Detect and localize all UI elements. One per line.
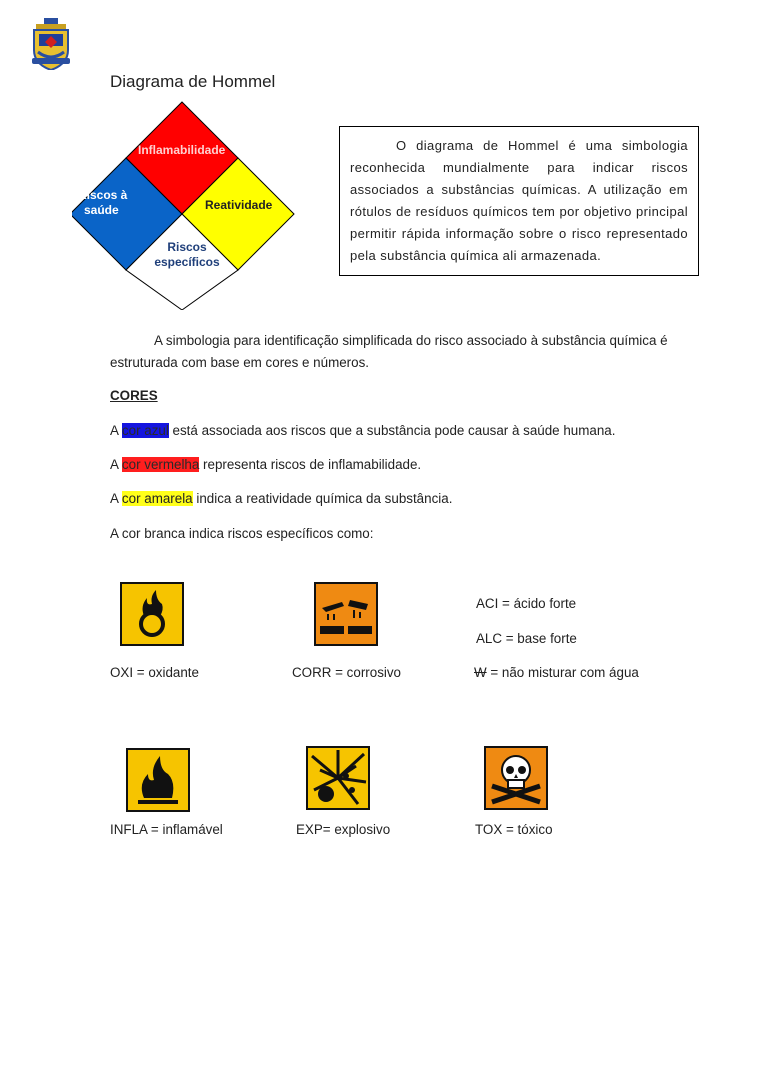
red-line-prefix: A [110,457,122,472]
flammable-icon [126,748,190,812]
cores-heading: CORES [110,388,158,403]
red-line-rest: representa riscos de inflamabilidade. [199,457,422,472]
caption-w-rest: = não misturar com água [486,665,639,680]
info-box-text: O diagrama de Hommel é uma simbologia reconhecida mundialmente para indicar riscos associados a substâncias químicas. A utilização em rótulos de resíduos químicos tem por objetivo principal permitir rápida informação sobre o risco representado pela substância química ali armazenada. [350,138,688,264]
caption-oxi: OXI = oxidante [110,665,199,680]
intro-paragraph [110,330,670,374]
toxic-icon [484,746,548,810]
highlight-blue: cor azul [121,423,169,438]
caption-w-letter: W [474,665,487,680]
label-riscos-especificos [150,240,224,270]
highlight-yellow: cor amarela [121,491,193,506]
label-reatividade: Reatividade [205,198,273,212]
caption-corr: CORR = corrosivo [292,665,402,680]
blue-line [110,423,615,438]
caption-tox: TOX = tóxico [475,822,553,837]
label-riscos-saude-line2: saúde [84,203,119,217]
label-inflamabilidade: Inflamabilidade [138,143,226,157]
blue-line-prefix: A [110,423,122,438]
label-riscos-especificos-line2: específicos [154,255,220,269]
university-crest-icon [30,18,72,70]
caption-aci: ACI = ácido forte [476,596,577,611]
red-line [110,457,421,472]
label-riscos-saude [78,188,127,218]
label-riscos-saude-line1: Riscos à [78,188,128,202]
intro-paragraph-text: A simbologia para identificação simplificada do risco associado à substância química é estruturada com base em cores e números. [110,333,668,370]
corrosive-icon [314,582,378,646]
caption-w [474,665,639,680]
caption-exp: EXP= explosivo [296,822,391,837]
yellow-line [110,491,452,506]
label-riscos-especificos-line1: Riscos [167,240,207,254]
yellow-line-prefix: A [110,491,122,506]
highlight-red: cor vermelha [121,457,200,472]
blue-line-rest: está associada aos riscos que a substância pode causar à saúde humana. [168,423,616,438]
white-line: A cor branca indica riscos específicos como: [110,526,374,541]
caption-alc: ALC = base forte [476,631,577,646]
explosive-icon [306,746,370,810]
page-title: Diagrama de Hommel [110,72,276,91]
oxidizer-icon [120,582,184,646]
yellow-line-rest: indica a reatividade química da substância. [192,491,453,506]
info-box [339,126,699,276]
caption-infla: INFLA = inflamável [110,822,223,837]
